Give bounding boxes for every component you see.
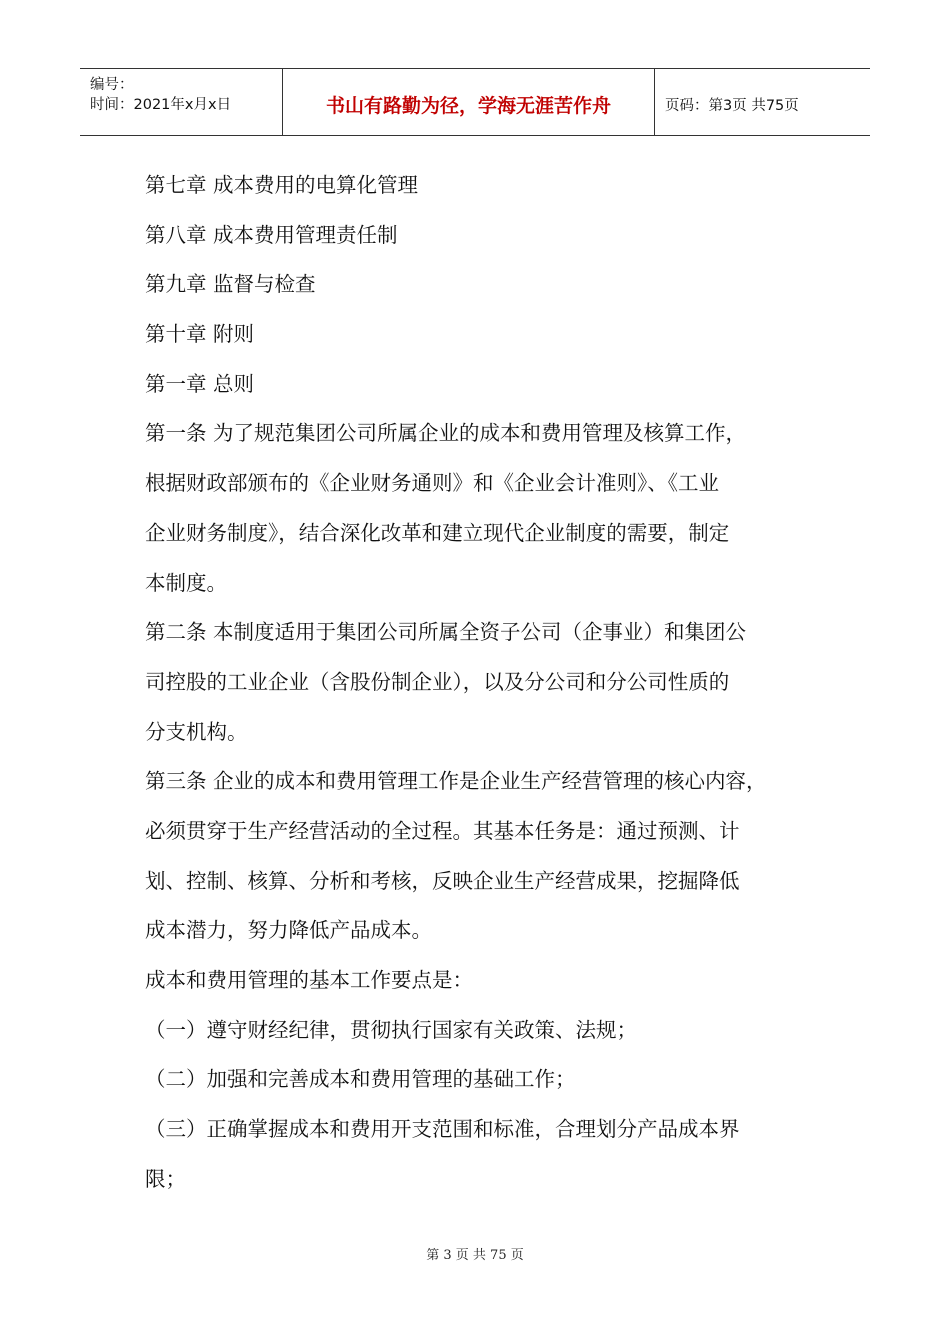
document-date: 时间：2021年x月x日: [90, 97, 232, 113]
text-line: 司控股的工业企业（含股份制企业），以及分公司和分公司性质的: [145, 669, 730, 694]
text-line: 限；: [145, 1166, 186, 1191]
header-middle-cell: [282, 69, 655, 135]
text-line: （三）正确掌握成本和费用开支范围和标准，合理划分产品成本界: [145, 1117, 740, 1142]
text-line: 成本和费用管理的基本工作要点是：: [145, 968, 473, 992]
text-line: 本制度。: [145, 570, 227, 595]
header-motto: 书山有路勤为径，学海无涯苦作舟: [325, 95, 611, 117]
text-line: 第九章 监督与检查: [145, 272, 316, 297]
text-line: 第十章 附则: [145, 322, 255, 347]
text-line: 第三条 企业的成本和费用管理工作是企业生产经营管理的核心内容，: [145, 769, 767, 794]
text-line: 第二条 本制度适用于集团公司所属全资子公司（企事业）和集团公: [145, 620, 747, 645]
text-line: 根据财政部颁布的《企业财务通则》和《企业会计准则》、《工业: [145, 471, 719, 496]
page-footer: 第 3 页 共 75 页: [426, 1248, 524, 1263]
text-line: （一）遵守财经纪律，贯彻执行国家有关政策、法规；: [145, 1017, 637, 1042]
text-line: （二）加强和完善成本和费用管理的基础工作；: [145, 1067, 576, 1092]
text-line: 分支机构。: [145, 719, 248, 744]
header-page-info: 页码：第3页 共75页: [665, 98, 799, 114]
text-line: 成本潜力，努力降低产品成本。: [145, 918, 432, 943]
text-line: 第七章 成本费用的电算化管理: [145, 173, 419, 197]
text-line: 第一章 总则: [145, 371, 255, 396]
text-line: 企业财务制度》，结合深化改革和建立现代企业制度的需要，制定: [145, 520, 730, 545]
page-header: [80, 68, 870, 136]
header-left-cell: [80, 69, 282, 135]
document-number-label: 编号：: [90, 77, 134, 93]
document-body: [145, 166, 825, 1209]
text-line: 必须贯穿于生产经营活动的全过程。其基本任务是：通过预测、计: [145, 818, 740, 843]
text-line: 第一条 为了规范集团公司所属企业的成本和费用管理及核算工作，: [145, 421, 747, 446]
text-line: 第八章 成本费用管理责任制: [145, 222, 398, 247]
text-line: 划、控制、核算、分析和考核，反映企业生产经营成果，挖掘降低: [145, 868, 740, 893]
header-right-cell: [655, 69, 870, 135]
